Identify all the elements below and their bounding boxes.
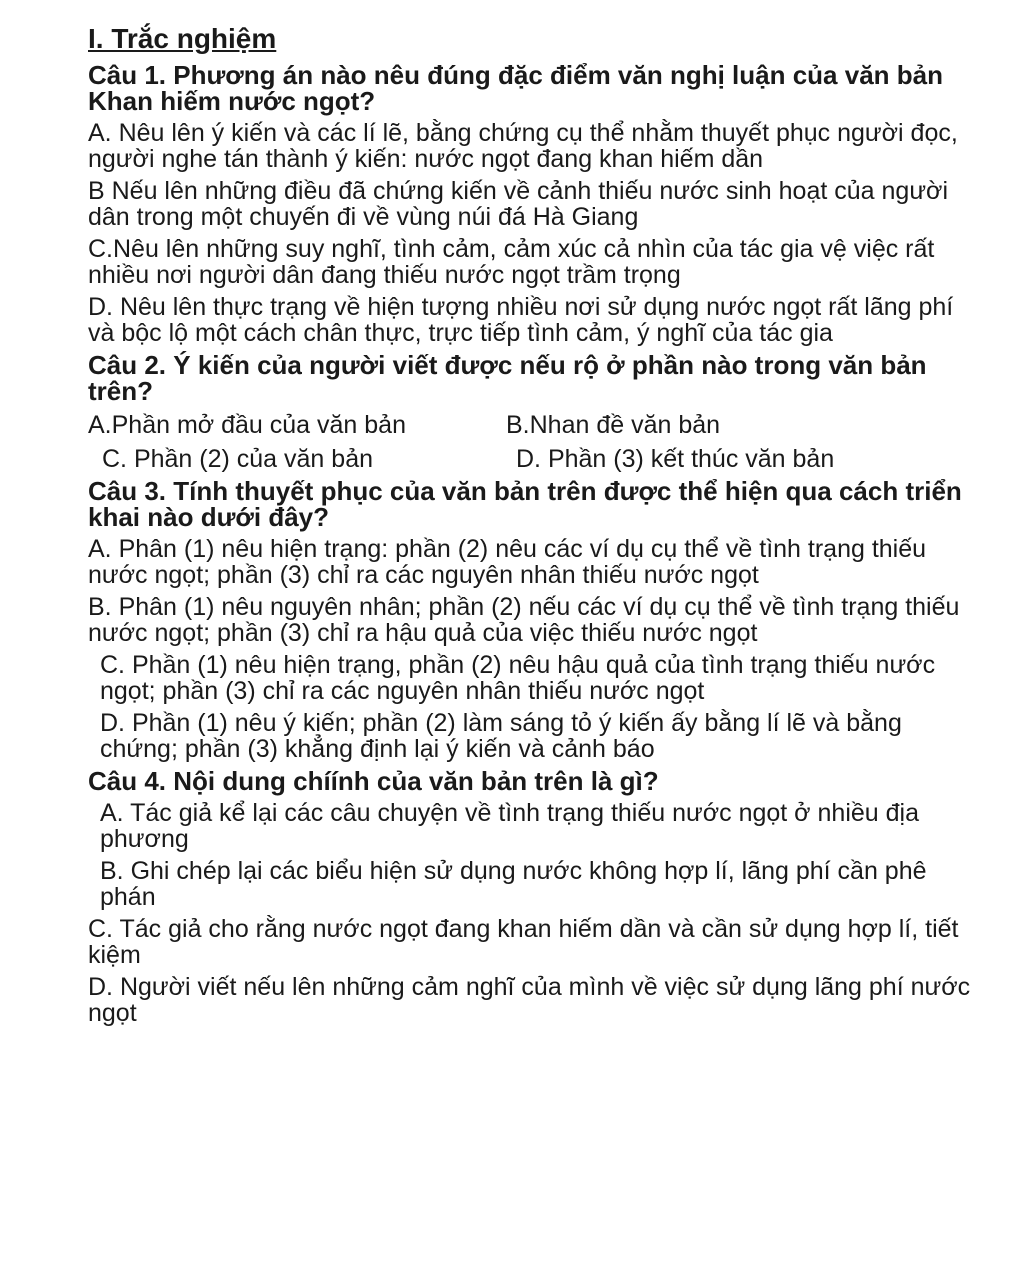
question-1-option-c: C.Nêu lên những suy nghĩ, tình cảm, cảm xúc cả nhìn của tác gia vệ việc rất nhiều nơi người dân đang thiếu nước ngọt trầm trọng	[88, 235, 935, 289]
question-4-option-a: A. Tác giả kể lại các câu chuyện về tình trạng thiếu nước ngọt ở nhiều địa phương	[100, 799, 919, 853]
question-2-option-a: A.Phần mở đầu của văn bản	[88, 411, 406, 439]
section-title: I. Trắc nghiệm	[88, 23, 277, 54]
question-1-option-d: D. Nêu lên thực trạng về hiện tượng nhiều nơi sử dụng nước ngọt rất lãng phí và bộc lộ một cách chân thực, trực tiếp tình cảm, ý nghĩ của tác gia	[88, 293, 954, 347]
question-3-option-d: D. Phần (1) nêu ý kiến; phần (2) làm sáng tỏ ý kiến ấy bằng lí lẽ và bằng chứng; phần (3) khẳng định lại ý kiến và cảnh báo	[100, 709, 902, 763]
question-4-option-d: D. Người viết nếu lên những cảm nghĩ của mình về việc sử dụng lãng phí nước ngọt	[88, 973, 971, 1027]
question-2-option-b: B.Nhan đề văn bản	[506, 411, 721, 439]
question-4-option-b: B. Ghi chép lại các biểu hiện sử dụng nước không hợp lí, lãng phí cần phê phán	[100, 857, 927, 911]
question-4-option-c: C. Tác giả cho rằng nước ngọt đang khan hiếm dần và cần sử dụng hợp lí, tiết kiệm	[88, 915, 959, 969]
question-4-prompt: Câu 4. Nội dung chíính của văn bản trên là gì?	[88, 766, 659, 796]
question-3-option-a: A. Phân (1) nêu hiện trạng: phần (2) nêu các ví dụ cụ thể về tình trạng thiếu nước ngọt; phần (3) chỉ ra các nguyên nhân thiếu nước ngọt	[88, 535, 927, 589]
question-3-option-b: B. Phân (1) nêu nguyên nhân; phần (2) nếu các ví dụ cụ thể về tình trạng thiếu nước ngọt; phần (3) chỉ ra hậu quả của việc thiếu nước ngọt	[88, 593, 960, 647]
question-1-option-b: B Nếu lên những điều đã chứng kiến về cảnh thiếu nước sinh hoạt của người dân trong một chuyến đi về vùng núi đá Hà Giang	[88, 177, 948, 231]
question-2-options-row-1	[88, 410, 984, 440]
question-2-options-row-2	[88, 444, 984, 474]
question-2-prompt: Câu 2. Ý kiến của người viết được nếu rộ ở phần nào trong văn bản trên?	[88, 350, 927, 406]
question-3-option-c: C. Phần (1) nêu hiện trạng, phần (2) nêu hậu quả của tình trạng thiếu nước ngọt; phần (3) chỉ ra các nguyên nhân thiếu nước ngọt	[100, 651, 936, 705]
question-1-option-a: A. Nêu lên ý kiến và các lí lẽ, bằng chứng cụ thể nhằm thuyết phục người đọc, người nghe tán thành ý kiến: nước ngọt đang khan hiếm dần	[88, 119, 958, 173]
question-2-option-c: C. Phần (2) của văn bản	[102, 445, 373, 473]
question-1-prompt: Câu 1. Phương án nào nêu đúng đặc điểm văn nghị luận của văn bản Khan hiếm nước ngọt?	[88, 60, 943, 116]
question-3-prompt: Câu 3. Tính thuyết phục của văn bản trên được thể hiện qua cách triển khai nào dưới đây?	[88, 476, 962, 532]
question-2-option-d: D. Phần (3) kết thúc văn bản	[516, 445, 835, 473]
